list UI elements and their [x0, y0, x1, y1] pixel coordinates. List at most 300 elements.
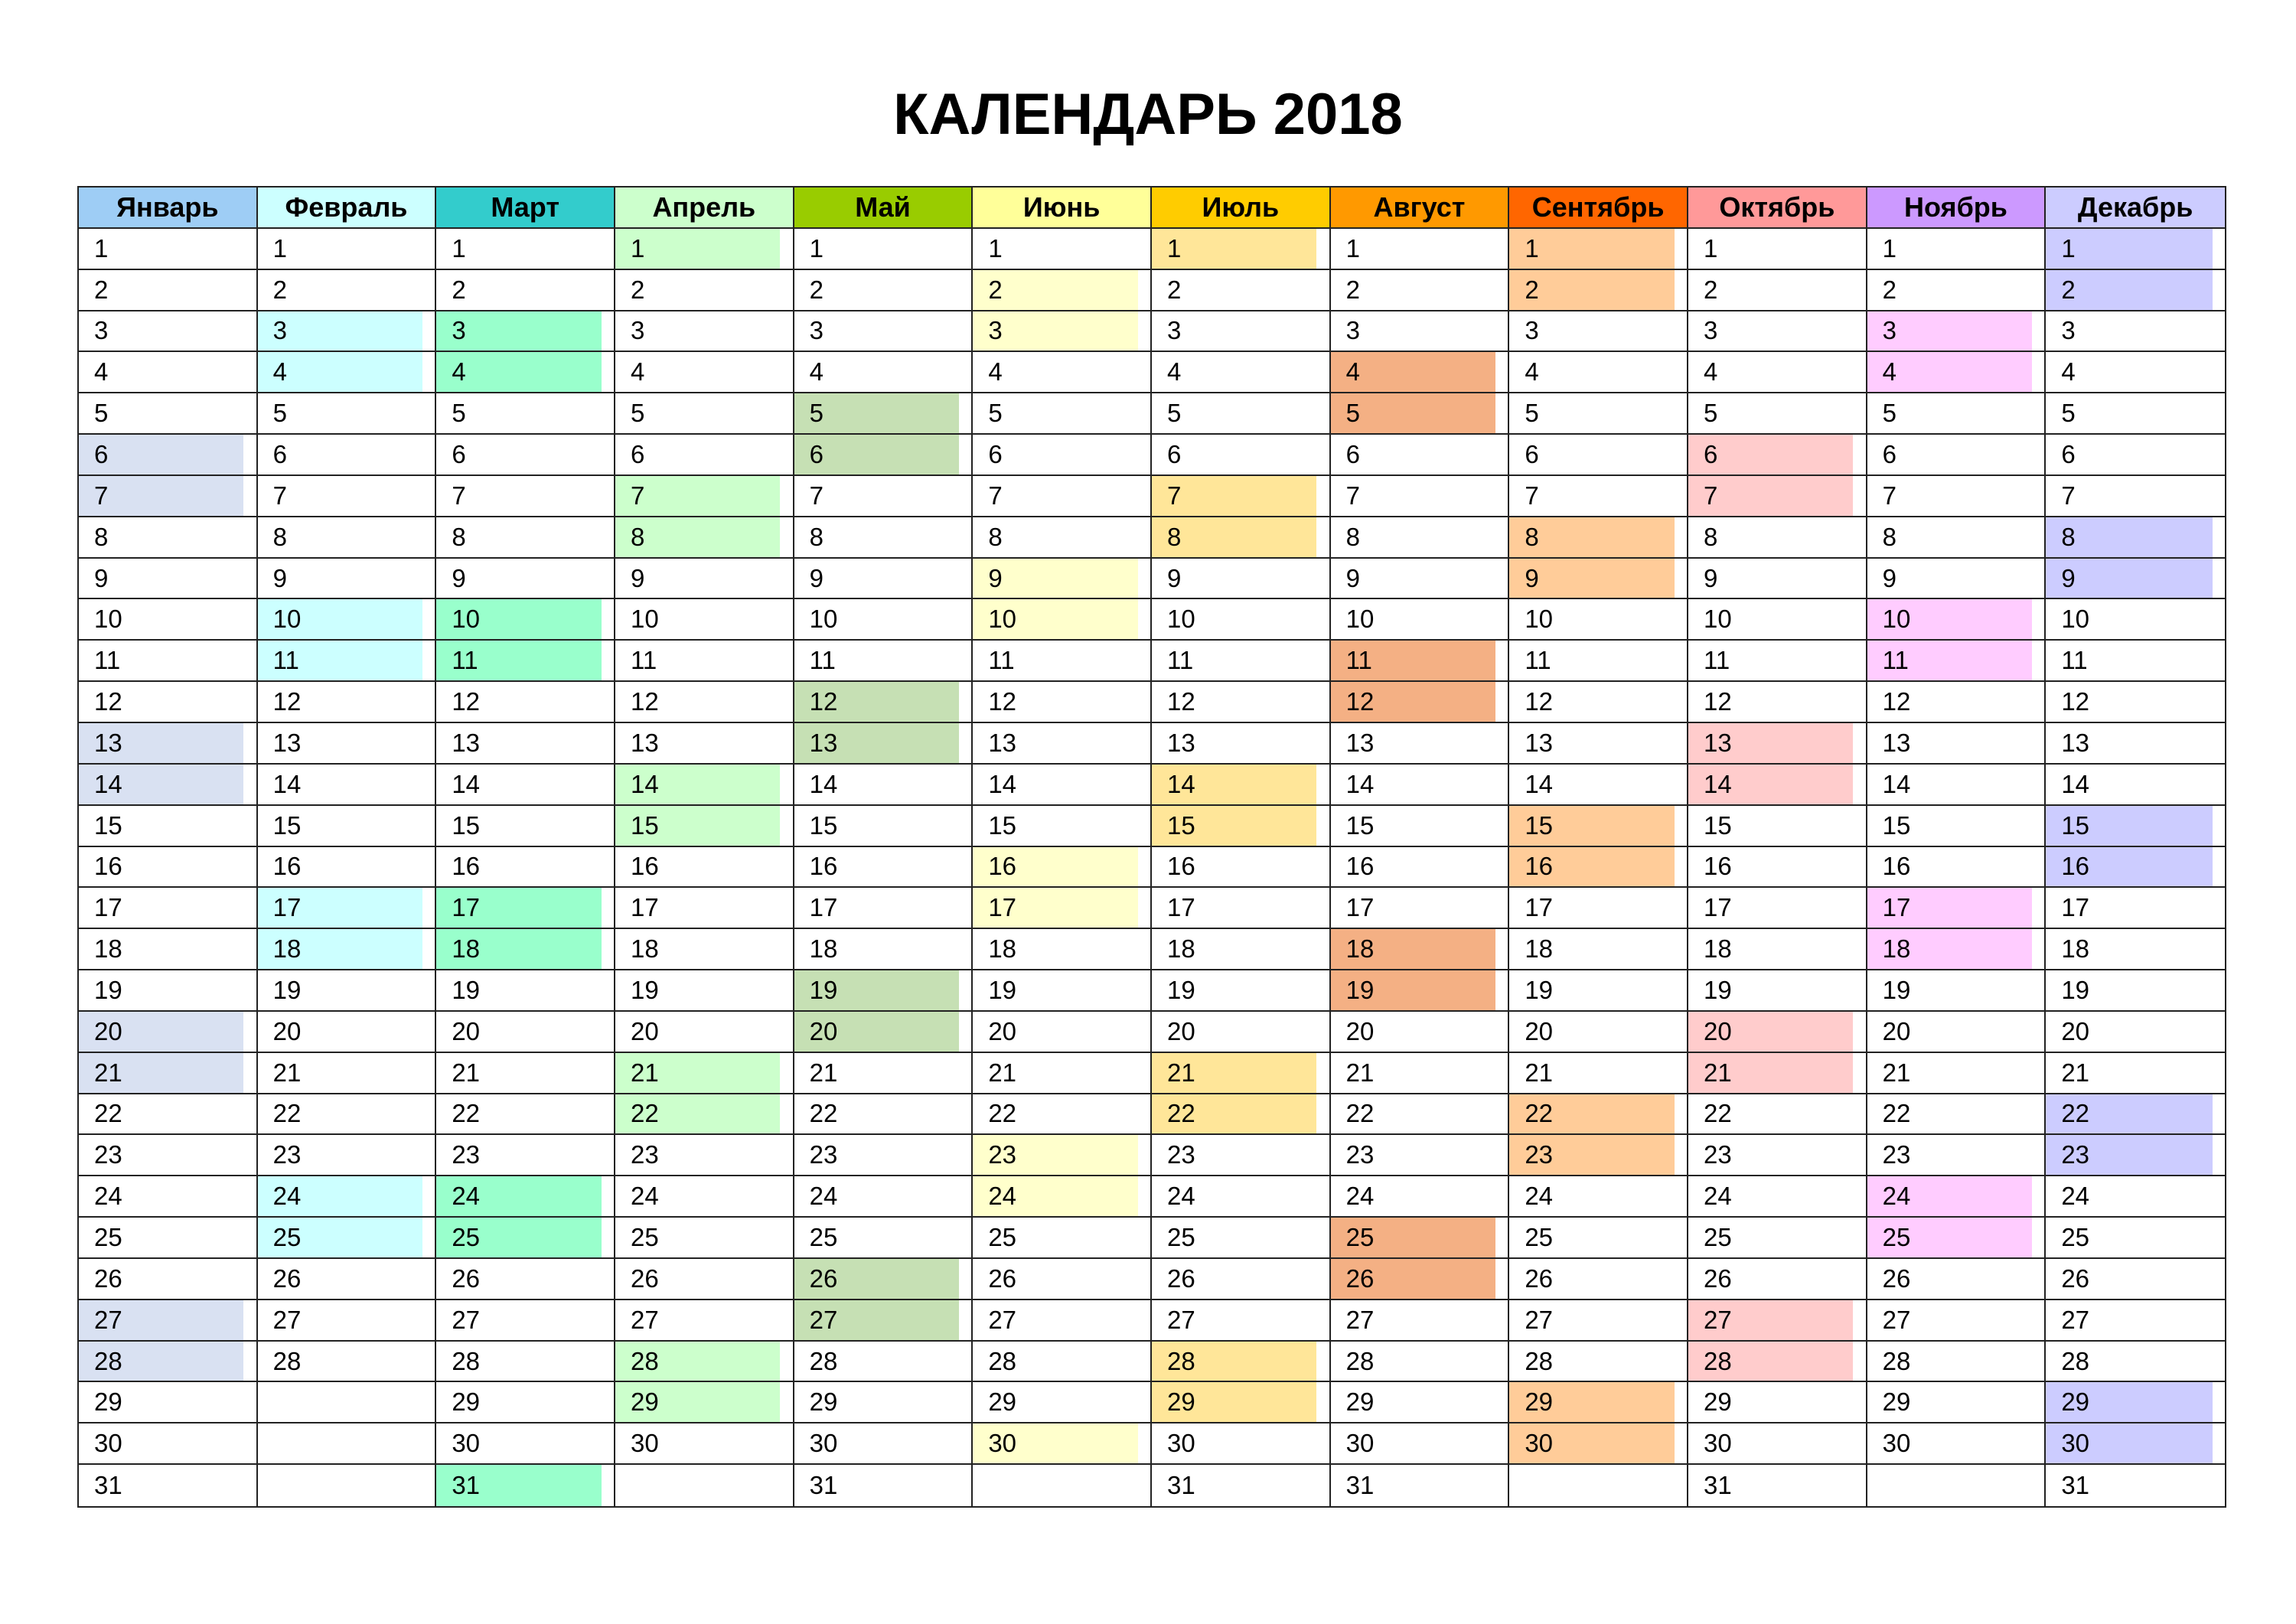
day-number: 20 — [1525, 1016, 1554, 1045]
day-cell — [1688, 1465, 1867, 1506]
day-number: 25 — [1345, 1223, 1375, 1252]
day-number: 1 — [1525, 233, 1539, 263]
day-cell — [79, 1342, 258, 1383]
day-cell — [1152, 970, 1331, 1012]
day-number: 30 — [809, 1429, 838, 1458]
page-title: КАЛЕНДАРЬ 2018 — [893, 82, 1403, 147]
day-cell — [436, 1135, 615, 1176]
day-cell — [1867, 1423, 2047, 1465]
month-header: Февраль — [258, 188, 437, 229]
day-cell — [2046, 1176, 2225, 1218]
day-cell — [1152, 476, 1331, 517]
day-number: 14 — [809, 769, 838, 798]
day-number: 10 — [94, 605, 122, 634]
day-cell — [2046, 517, 2225, 559]
day-cell — [1867, 723, 2047, 765]
day-number: 3 — [1525, 316, 1539, 345]
day-number: 14 — [2061, 769, 2090, 798]
day-number: 4 — [631, 357, 645, 386]
day-cell — [1331, 393, 1510, 435]
day-cell — [973, 517, 1152, 559]
day-number: 23 — [272, 1140, 302, 1169]
day-number: 27 — [94, 1305, 122, 1334]
day-number: 29 — [1345, 1388, 1375, 1417]
day-cell — [1509, 847, 1688, 889]
day-cell — [258, 1012, 437, 1053]
day-number: 23 — [809, 1140, 838, 1169]
day-cell — [1509, 1300, 1688, 1342]
day-number: 16 — [809, 852, 838, 881]
day-cell — [79, 970, 258, 1012]
day-number: 11 — [988, 646, 1015, 675]
day-cell — [2046, 1094, 2225, 1136]
day-number: 26 — [452, 1264, 481, 1293]
day-cell — [615, 1053, 794, 1094]
day-number: 12 — [631, 687, 659, 716]
day-cell — [436, 1382, 615, 1423]
day-cell — [1509, 1423, 1688, 1465]
day-cell — [1152, 559, 1331, 600]
day-number: 17 — [452, 893, 481, 922]
day-number: 5 — [1882, 399, 1897, 428]
day-cell — [436, 393, 615, 435]
day-cell — [1152, 1094, 1331, 1136]
day-number: 5 — [94, 399, 109, 428]
day-cell — [615, 352, 794, 393]
day-number: 21 — [1345, 1058, 1375, 1087]
day-number: 12 — [452, 687, 481, 716]
day-number: 30 — [1167, 1429, 1195, 1458]
day-number: 25 — [1525, 1223, 1554, 1252]
day-number: 26 — [272, 1264, 302, 1293]
day-cell — [1867, 1382, 2047, 1423]
day-number: 28 — [988, 1346, 1017, 1375]
day-cell — [436, 476, 615, 517]
day-cell — [1688, 970, 1867, 1012]
day-number: 31 — [94, 1471, 122, 1500]
day-number: 22 — [631, 1099, 659, 1128]
day-cell — [615, 559, 794, 600]
day-number: 11 — [1167, 646, 1194, 675]
day-cell — [1152, 1053, 1331, 1094]
day-number: 9 — [2061, 563, 2076, 592]
day-cell — [1331, 311, 1510, 353]
day-cell — [1688, 270, 1867, 311]
day-cell — [436, 352, 615, 393]
day-cell — [973, 1012, 1152, 1053]
month-header: Сентябрь — [1509, 188, 1688, 229]
day-number: 21 — [1882, 1058, 1911, 1087]
day-number: 3 — [1167, 316, 1182, 345]
day-number: 25 — [631, 1223, 659, 1252]
day-cell — [2046, 929, 2225, 970]
day-number: 14 — [1882, 769, 1911, 798]
day-number: 27 — [272, 1305, 302, 1334]
day-cell — [794, 476, 974, 517]
day-number: 18 — [1882, 934, 1911, 964]
day-number: 5 — [2061, 399, 2076, 428]
day-cell — [615, 435, 794, 476]
day-cell — [1331, 682, 1510, 723]
day-cell — [79, 1218, 258, 1259]
day-number: 30 — [2061, 1429, 2090, 1458]
day-number: 5 — [1167, 399, 1182, 428]
day-cell — [973, 352, 1152, 393]
day-number: 18 — [1525, 934, 1554, 964]
empty-cell — [258, 1465, 437, 1506]
day-number: 17 — [1525, 893, 1554, 922]
day-cell — [794, 1259, 974, 1300]
day-number: 2 — [631, 275, 645, 304]
day-cell — [258, 1342, 437, 1383]
day-cell — [1688, 393, 1867, 435]
day-number: 7 — [452, 481, 466, 510]
day-number: 4 — [272, 357, 288, 386]
day-number: 21 — [272, 1058, 302, 1087]
month-header: Октябрь — [1688, 188, 1867, 229]
day-cell — [615, 1300, 794, 1342]
day-cell — [1509, 599, 1688, 641]
day-cell — [794, 1094, 974, 1136]
day-number: 24 — [631, 1182, 659, 1211]
day-number: 22 — [1167, 1099, 1195, 1128]
month-header: Июль — [1152, 188, 1331, 229]
day-cell — [79, 435, 258, 476]
day-cell — [1331, 270, 1510, 311]
day-number: 20 — [452, 1016, 481, 1045]
day-number: 25 — [809, 1223, 838, 1252]
day-number: 12 — [1345, 687, 1375, 716]
day-cell — [794, 1012, 974, 1053]
day-cell — [258, 311, 437, 353]
day-number: 3 — [1704, 316, 1718, 345]
day-number: 5 — [272, 399, 288, 428]
day-number: 28 — [1882, 1346, 1911, 1375]
day-cell — [436, 929, 615, 970]
day-cell — [436, 723, 615, 765]
day-number: 10 — [631, 605, 659, 634]
day-number: 19 — [452, 975, 481, 1004]
day-cell — [1331, 847, 1510, 889]
day-cell — [1509, 806, 1688, 847]
day-number: 21 — [2061, 1058, 2090, 1087]
day-number: 28 — [1167, 1346, 1195, 1375]
day-cell — [615, 1176, 794, 1218]
day-number: 13 — [988, 728, 1017, 757]
day-cell — [258, 847, 437, 889]
day-cell — [973, 435, 1152, 476]
day-cell — [2046, 1342, 2225, 1383]
day-number: 11 — [272, 646, 299, 675]
day-cell — [1688, 1382, 1867, 1423]
day-cell — [79, 1053, 258, 1094]
day-cell — [1152, 1300, 1331, 1342]
day-cell — [2046, 393, 2225, 435]
day-number: 19 — [1882, 975, 1911, 1004]
day-cell — [1867, 599, 2047, 641]
day-cell — [1152, 1218, 1331, 1259]
day-number: 17 — [272, 893, 302, 922]
day-number: 10 — [1525, 605, 1554, 634]
day-number: 18 — [988, 934, 1017, 964]
day-number: 5 — [1704, 399, 1718, 428]
day-number: 2 — [272, 275, 288, 304]
day-number: 20 — [809, 1016, 838, 1045]
day-number: 5 — [631, 399, 645, 428]
day-number: 23 — [1167, 1140, 1195, 1169]
day-cell — [794, 393, 974, 435]
day-cell — [615, 806, 794, 847]
day-number: 10 — [988, 605, 1017, 634]
day-cell — [2046, 1218, 2225, 1259]
day-cell — [258, 970, 437, 1012]
day-cell — [973, 393, 1152, 435]
day-cell — [1152, 393, 1331, 435]
day-number: 31 — [809, 1471, 838, 1500]
day-number: 7 — [1882, 481, 1897, 510]
day-cell — [615, 599, 794, 641]
day-cell — [1331, 1094, 1510, 1136]
day-number: 15 — [94, 810, 122, 840]
day-cell — [79, 641, 258, 682]
day-number: 30 — [1704, 1429, 1732, 1458]
day-cell — [436, 1300, 615, 1342]
day-cell — [1152, 682, 1331, 723]
day-cell — [79, 1259, 258, 1300]
day-cell — [615, 1342, 794, 1383]
day-cell — [258, 723, 437, 765]
day-cell — [794, 1300, 974, 1342]
day-number: 10 — [1882, 605, 1911, 634]
day-number: 1 — [1345, 233, 1361, 263]
day-cell — [1509, 1382, 1688, 1423]
day-cell — [79, 723, 258, 765]
day-cell — [1688, 806, 1867, 847]
day-cell — [794, 1382, 974, 1423]
day-number: 29 — [452, 1388, 481, 1417]
day-number: 16 — [631, 852, 659, 881]
day-cell — [794, 1176, 974, 1218]
day-cell — [1331, 1342, 1510, 1383]
day-number: 14 — [452, 769, 481, 798]
day-cell — [1867, 270, 2047, 311]
day-number: 28 — [272, 1346, 302, 1375]
day-cell — [794, 1465, 974, 1506]
day-cell — [1509, 1094, 1688, 1136]
day-number: 7 — [1167, 481, 1182, 510]
day-cell — [1331, 970, 1510, 1012]
day-cell — [615, 1012, 794, 1053]
day-cell — [615, 1259, 794, 1300]
day-number: 12 — [2061, 687, 2090, 716]
day-cell — [1867, 1218, 2047, 1259]
day-cell — [2046, 311, 2225, 353]
day-number: 20 — [631, 1016, 659, 1045]
day-cell — [1331, 1218, 1510, 1259]
day-cell — [1331, 229, 1510, 270]
day-cell — [1152, 1342, 1331, 1383]
day-cell — [1152, 1382, 1331, 1423]
day-number: 24 — [2061, 1182, 2090, 1211]
day-number: 20 — [2061, 1016, 2090, 1045]
day-number: 29 — [809, 1388, 838, 1417]
day-number: 11 — [1525, 646, 1551, 675]
day-number: 11 — [94, 646, 121, 675]
day-cell — [1331, 723, 1510, 765]
day-cell — [1509, 1176, 1688, 1218]
day-cell — [79, 765, 258, 806]
day-number: 4 — [1525, 357, 1539, 386]
day-number: 4 — [988, 357, 1003, 386]
day-cell — [1331, 1176, 1510, 1218]
day-cell — [1152, 888, 1331, 929]
day-number: 6 — [1704, 439, 1718, 468]
day-number: 24 — [1704, 1182, 1732, 1211]
day-cell — [1509, 393, 1688, 435]
day-number: 23 — [2061, 1140, 2090, 1169]
day-number: 6 — [94, 439, 109, 468]
day-number: 25 — [94, 1223, 122, 1252]
day-cell — [1152, 435, 1331, 476]
day-number: 1 — [1167, 233, 1182, 263]
day-cell — [258, 352, 437, 393]
day-cell — [1152, 847, 1331, 889]
day-cell — [258, 1300, 437, 1342]
day-cell — [1688, 476, 1867, 517]
day-cell — [79, 229, 258, 270]
day-number: 24 — [1882, 1182, 1911, 1211]
day-number: 26 — [94, 1264, 122, 1293]
day-number: 24 — [809, 1182, 838, 1211]
day-number: 4 — [809, 357, 824, 386]
day-number: 31 — [1704, 1471, 1732, 1500]
day-number: 7 — [1345, 481, 1361, 510]
day-cell — [436, 1342, 615, 1383]
day-cell — [1688, 1423, 1867, 1465]
day-number: 13 — [452, 728, 481, 757]
day-number: 2 — [1525, 275, 1539, 304]
day-cell — [2046, 270, 2225, 311]
day-cell — [79, 1176, 258, 1218]
empty-cell — [615, 1465, 794, 1506]
day-number: 5 — [1525, 399, 1539, 428]
day-cell — [1688, 435, 1867, 476]
day-cell — [436, 888, 615, 929]
day-number: 8 — [452, 522, 466, 551]
day-cell — [1867, 517, 2047, 559]
day-number: 20 — [1704, 1016, 1732, 1045]
day-cell — [794, 1053, 974, 1094]
day-cell — [1867, 1259, 2047, 1300]
day-number: 28 — [94, 1346, 122, 1375]
day-number: 27 — [1345, 1305, 1375, 1334]
day-cell — [1867, 476, 2047, 517]
day-cell — [1867, 229, 2047, 270]
day-cell — [1867, 682, 2047, 723]
day-number: 1 — [631, 233, 645, 263]
day-cell — [615, 393, 794, 435]
day-cell — [973, 847, 1152, 889]
day-cell — [258, 435, 437, 476]
day-cell — [1331, 1012, 1510, 1053]
day-cell — [436, 435, 615, 476]
day-number: 15 — [631, 810, 659, 840]
day-number: 16 — [1167, 852, 1195, 881]
day-number: 21 — [452, 1058, 481, 1087]
day-cell — [1152, 806, 1331, 847]
day-cell — [1331, 559, 1510, 600]
day-cell — [1509, 641, 1688, 682]
day-cell — [1509, 929, 1688, 970]
day-cell — [79, 1300, 258, 1342]
day-number: 28 — [452, 1346, 481, 1375]
day-cell — [436, 311, 615, 353]
day-cell — [1152, 641, 1331, 682]
day-cell — [1152, 1176, 1331, 1218]
day-number: 7 — [809, 481, 824, 510]
day-number: 4 — [2061, 357, 2076, 386]
day-cell — [973, 1053, 1152, 1094]
day-cell — [1688, 1053, 1867, 1094]
day-cell — [1867, 352, 2047, 393]
day-number: 11 — [1882, 646, 1909, 675]
day-number: 20 — [988, 1016, 1017, 1045]
day-number: 21 — [94, 1058, 122, 1087]
day-cell — [2046, 1012, 2225, 1053]
day-number: 19 — [1167, 975, 1195, 1004]
day-cell — [973, 1094, 1152, 1136]
day-number: 16 — [1525, 852, 1554, 881]
day-number: 12 — [1882, 687, 1911, 716]
day-number: 10 — [2061, 605, 2090, 634]
day-cell — [436, 517, 615, 559]
day-cell — [1867, 765, 2047, 806]
day-cell — [973, 723, 1152, 765]
day-cell — [1688, 229, 1867, 270]
day-number: 25 — [2061, 1223, 2090, 1252]
day-cell — [258, 393, 437, 435]
day-number: 13 — [809, 728, 838, 757]
day-number: 24 — [988, 1182, 1017, 1211]
day-number: 11 — [1704, 646, 1730, 675]
day-number: 19 — [272, 975, 302, 1004]
day-number: 28 — [631, 1346, 659, 1375]
day-number: 16 — [2061, 852, 2090, 881]
day-number: 18 — [1167, 934, 1195, 964]
day-cell — [436, 765, 615, 806]
day-cell — [973, 765, 1152, 806]
day-number: 29 — [94, 1388, 122, 1417]
day-cell — [258, 1259, 437, 1300]
day-cell — [2046, 888, 2225, 929]
day-cell — [1867, 1342, 2047, 1383]
day-number: 27 — [809, 1305, 838, 1334]
day-cell — [258, 929, 437, 970]
day-number: 31 — [2061, 1471, 2090, 1500]
day-number: 21 — [1525, 1058, 1554, 1087]
day-number: 9 — [452, 563, 466, 592]
day-number: 8 — [631, 522, 645, 551]
day-number: 17 — [1345, 893, 1375, 922]
day-number: 26 — [1882, 1264, 1911, 1293]
day-cell — [2046, 1300, 2225, 1342]
day-number: 2 — [988, 275, 1003, 304]
day-cell — [794, 888, 974, 929]
day-cell — [2046, 1053, 2225, 1094]
day-cell — [436, 1094, 615, 1136]
day-number: 25 — [1882, 1223, 1911, 1252]
day-cell — [1331, 888, 1510, 929]
